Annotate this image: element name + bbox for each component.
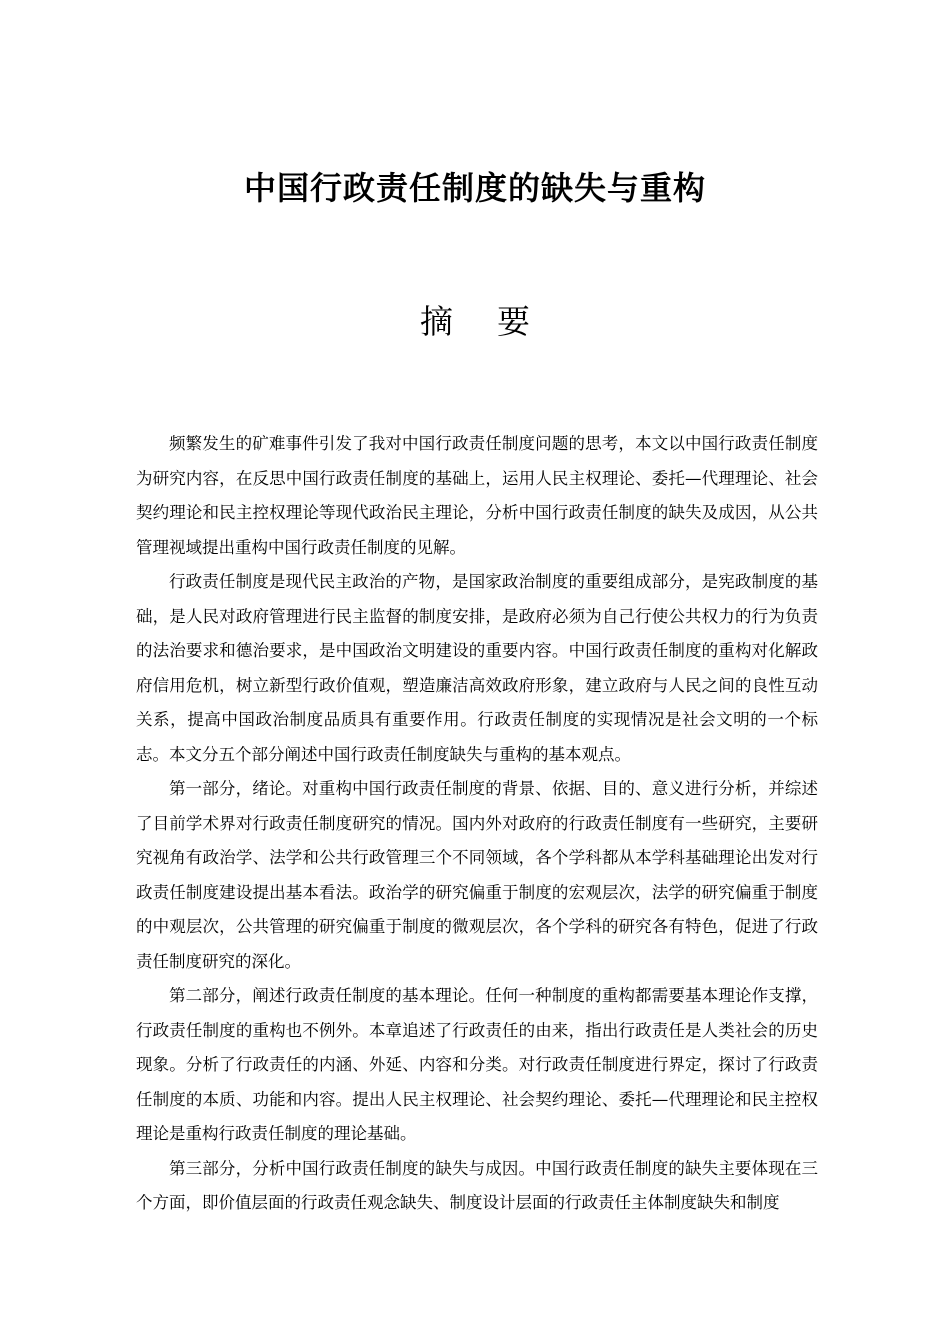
abstract-paragraph: 行政责任制度是现代民主政治的产物，是国家政治制度的重要组成部分，是宪政制度的基础，是人民对政府管理进行民主监督的制度安排，是政府必须为自己行使公共权力的行为负责的法治要求和德治要求，是中国政治文明建设的重要内容。中国行政责任制度的重构对化解政府信用危机，树立新型行政价值观，塑造廉洁高效政府形象，建立政府与人民之间的良性互动关系，提高中国政治制度品质具有重要作用。行政责任制度的实现情况是社会文明的一个标志。本文分五个部分阐述中国行政责任制度缺失与重构的基本观点。 bbox=[136, 572, 818, 764]
document-title: 中国行政责任制度的缺失与重构 bbox=[243, 169, 706, 207]
abstract-body bbox=[136, 427, 818, 1221]
abstract-heading bbox=[0, 300, 950, 344]
abstract-heading-char-2: 要 bbox=[497, 302, 530, 341]
abstract-paragraph: 第二部分，阐述行政责任制度的基本理论。任何一种制度的重构都需要基本理论作支撑，行政责任制度的重构也不例外。本章追述了行政责任的由来，指出行政责任是人类社会的历史现象。分析了行政责任的内涵、外延、内容和分类。对行政责任制度进行界定，探讨了行政责任制度的本质、功能和内容。提出人民主权理论、社会契约理论、委托—代理理论和民主控权理论是重构行政责任制度的理论基础。 bbox=[136, 986, 818, 1143]
abstract-paragraph: 频繁发生的矿难事件引发了我对中国行政责任制度问题的思考，本文以中国行政责任制度为研究内容，在反思中国行政责任制度的基础上，运用人民主权理论、委托—代理理论、社会契约理论和民主控权理论等现代政治民主理论，分析中国行政责任制度的缺失及成因，从公共管理视域提出重构中国行政责任制度的见解。 bbox=[136, 434, 818, 557]
abstract-heading-char-1: 摘 bbox=[420, 302, 453, 341]
abstract-paragraph: 第三部分，分析中国行政责任制度的缺失与成因。中国行政责任制度的缺失主要体现在三个方面，即价值层面的行政责任观念缺失、制度设计层面的行政责任主体制度缺失和制度 bbox=[136, 1158, 818, 1212]
abstract-paragraph: 第一部分，绪论。对重构中国行政责任制度的背景、依据、目的、意义进行分析，并综述了目前学术界对行政责任制度研究的情况。国内外对政府的行政责任制度有一些研究，主要研究视角有政治学、法学和公共行政管理三个不同领域，各个学科都从本学科基础理论出发对行政责任制度建设提出基本看法。政治学的研究偏重于制度的宏观层次，法学的研究偏重于制度的中观层次，公共管理的研究偏重于制度的微观层次，各个学科的研究各有特色，促进了行政责任制度研究的深化。 bbox=[136, 779, 818, 971]
